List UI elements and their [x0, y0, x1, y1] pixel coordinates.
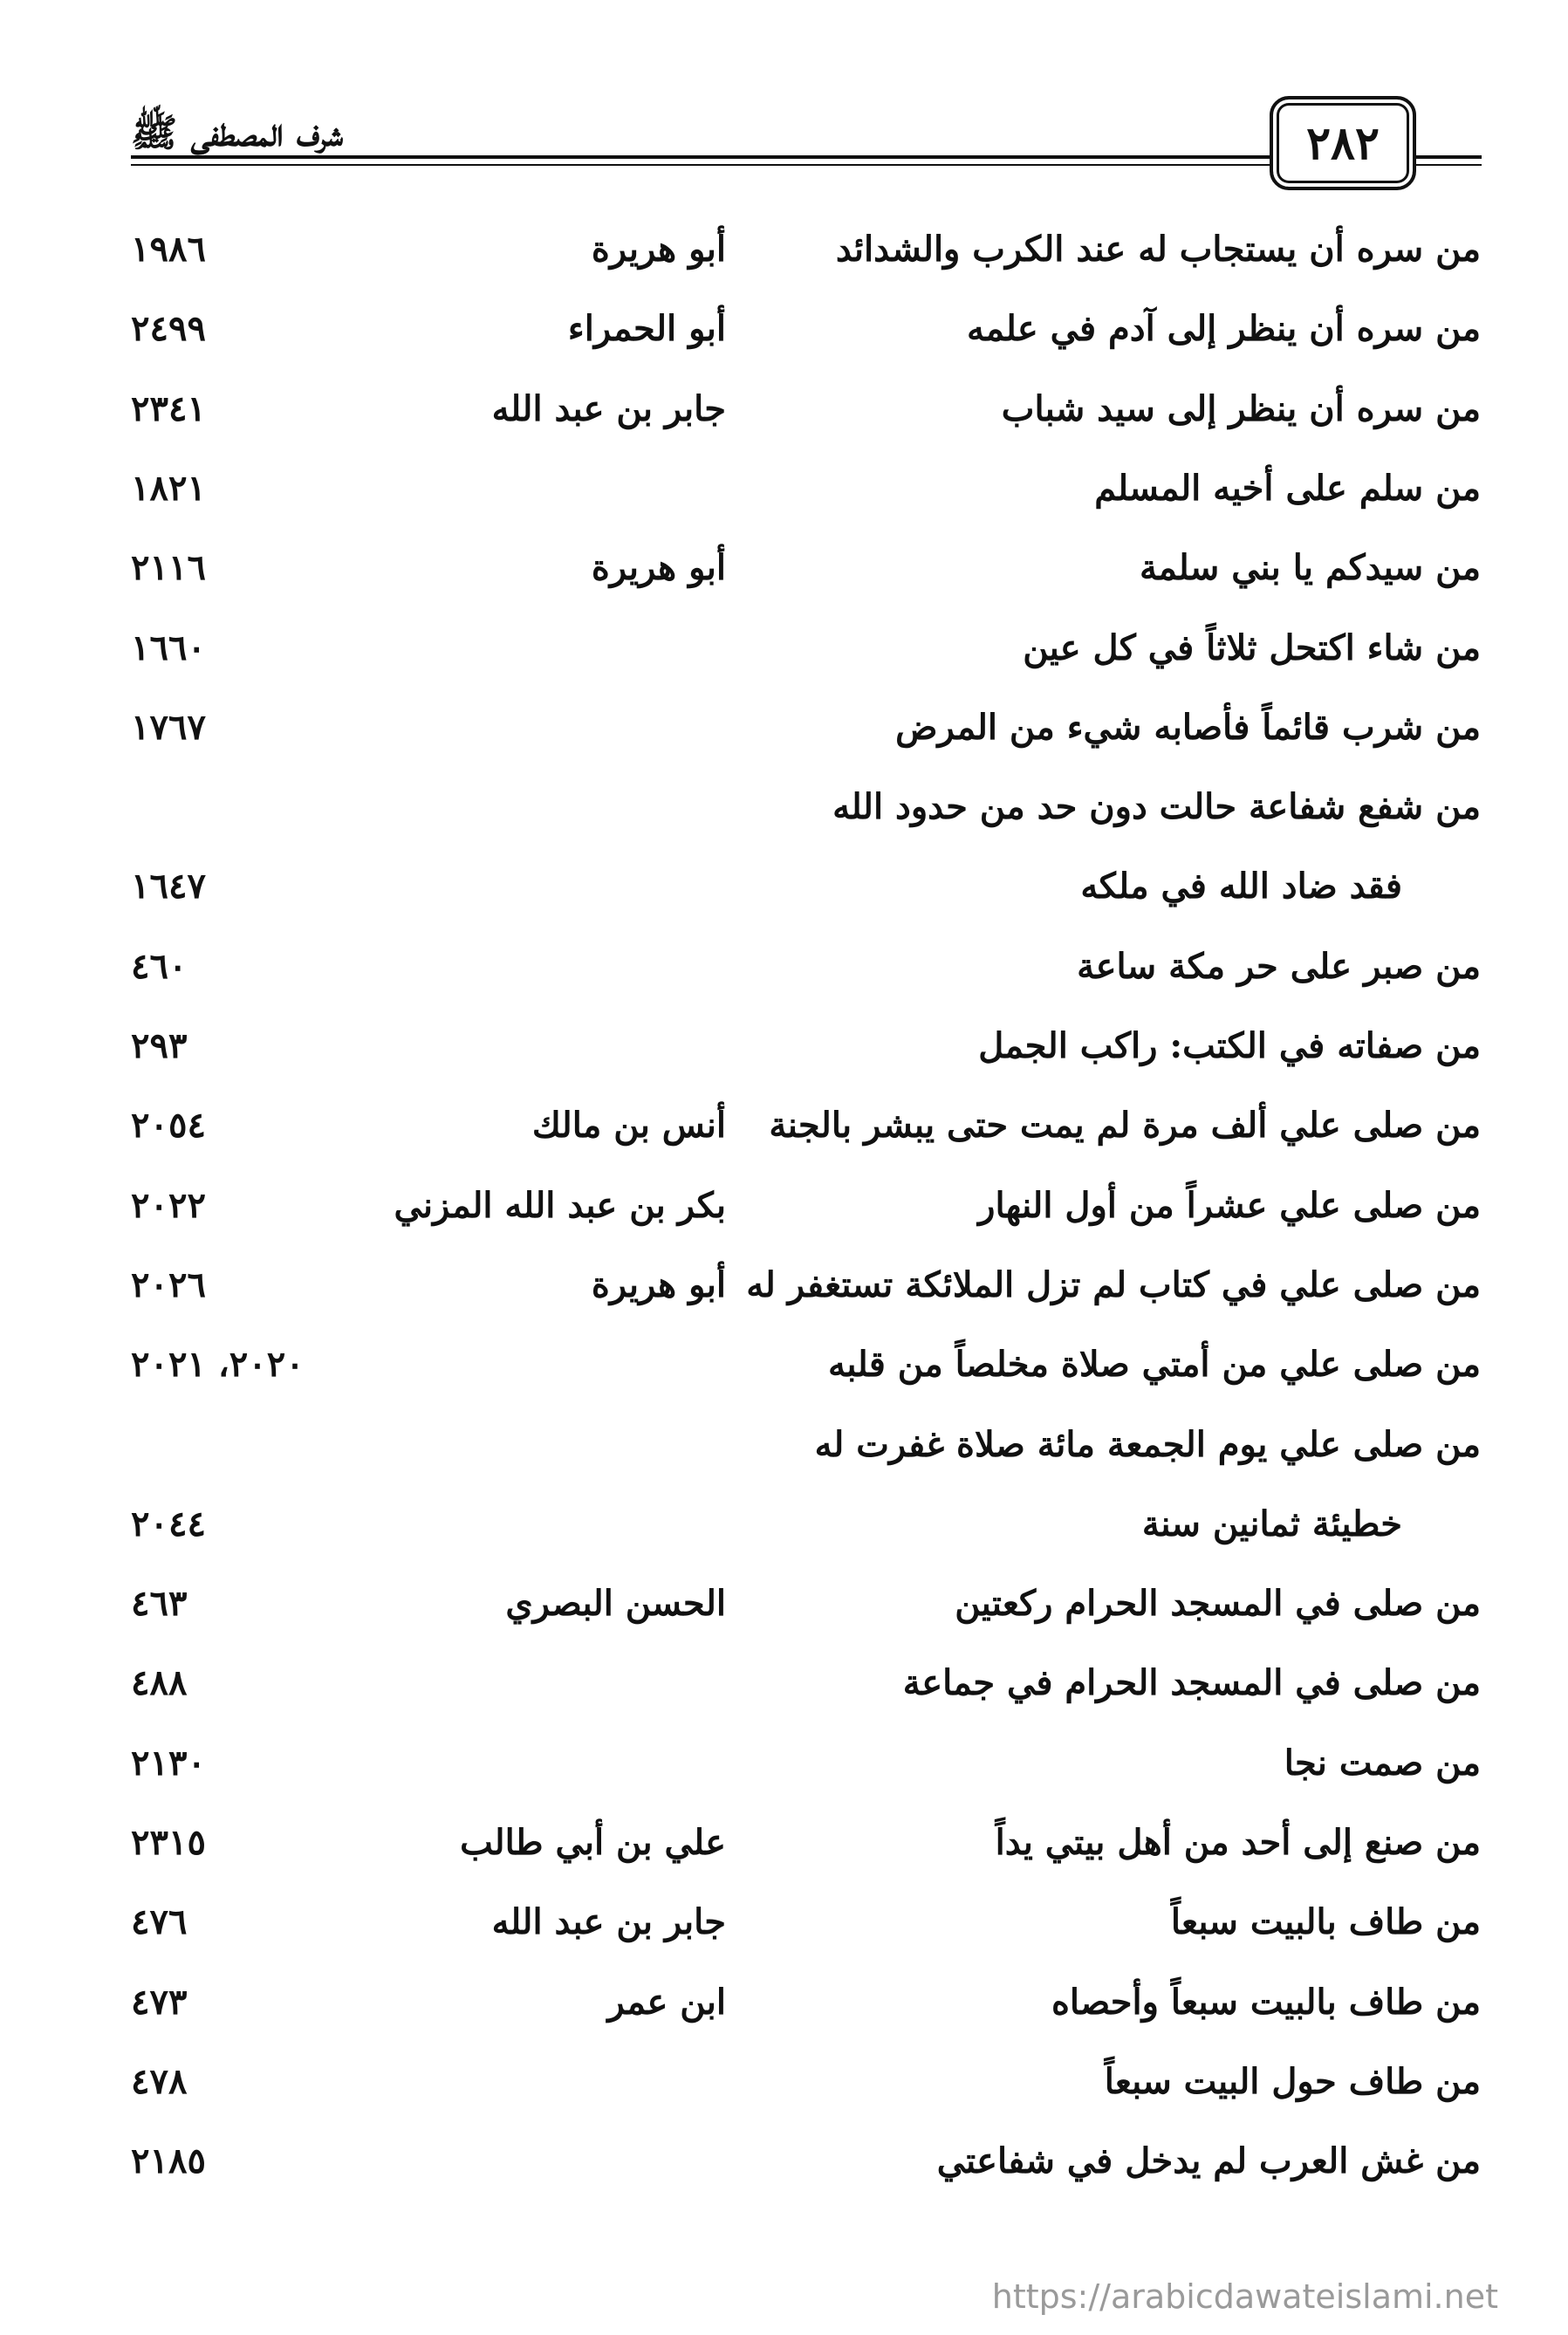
entry-phrase: من صفاته في الكتب: راكب الجمل [978, 1025, 1481, 1066]
entry-narrator: أبو الحمراء [567, 308, 726, 349]
entry-reference-numbers: ٤٦٠ [131, 946, 188, 987]
book-title: شرف المصطفى ﷺ [131, 111, 344, 155]
index-entry-row [0, 1096, 1568, 1166]
index-entry-row [0, 619, 1568, 688]
index-entry-row [0, 937, 1568, 1007]
entry-reference-numbers: ٢٤٩٩ [131, 308, 206, 349]
entry-phrase: من شرب قائماً فأصابه شيء من المرض [895, 707, 1481, 748]
entry-narrator: جابر بن عبد الله [491, 1901, 726, 1942]
entry-phrase: من طاف حول البيت سبعاً [1104, 2061, 1481, 2102]
entry-reference-numbers: ١٧٦٧ [131, 707, 206, 748]
index-entry-row [0, 1973, 1568, 2043]
entry-phrase: من صنع إلى أحد من أهل بيتي يداً [995, 1822, 1481, 1863]
entry-reference-numbers: ٢١٣٠ [131, 1743, 206, 1784]
entry-phrase: من سره أن يستجاب له عند الكرب والشدائد [835, 229, 1481, 270]
entry-reference-numbers: ٢٠٢٢ [131, 1185, 206, 1226]
entry-narrator: أبو هريرة [591, 229, 726, 270]
entry-reference-numbers: ٢٠٥٤ [131, 1105, 206, 1146]
index-entry-row [0, 777, 1568, 847]
watermark-url: https://arabicdawateislami.net [991, 2277, 1498, 2316]
index-entry-row [0, 380, 1568, 449]
entry-reference-numbers: ٢١١٦ [131, 547, 206, 588]
index-entry-row [0, 698, 1568, 768]
entry-phrase: من طاف بالبيت سبعاً [1170, 1901, 1481, 1942]
entry-phrase: من سيدكم يا بني سلمة [1139, 547, 1481, 588]
entry-phrase: من سلم على أخيه المسلم [1094, 468, 1481, 509]
page-header [131, 92, 1482, 201]
index-entry-row [0, 299, 1568, 369]
entry-reference-numbers: ٤٦٣ [131, 1583, 188, 1624]
index-entry-row [0, 1813, 1568, 1883]
index-entry-row [0, 1415, 1568, 1485]
entry-phrase: من صمت نجا [1284, 1743, 1481, 1784]
entry-phrase: من صلى علي ألف مرة لم يمت حتى يبشر بالجنة [769, 1105, 1481, 1146]
entry-narrator: بكر بن عبد الله المزني [394, 1185, 726, 1226]
entry-reference-numbers: ١٨٢١ [131, 468, 206, 509]
entry-phrase: من صبر على حر مكة ساعة [1077, 946, 1481, 987]
entry-narrator: أنس بن مالك [531, 1105, 726, 1146]
entry-reference-numbers: ٤٨٨ [131, 1662, 188, 1703]
entry-reference-numbers: ٢٠٤٤ [131, 1503, 206, 1544]
index-entry-row [0, 857, 1568, 927]
entry-phrase: من شفع شفاعة حالت دون حد من حدود الله [832, 786, 1481, 827]
entry-reference-numbers: ٢٩٣ [131, 1025, 188, 1066]
entry-narrator: الحسن البصري [505, 1583, 726, 1624]
entry-narrator: جابر بن عبد الله [491, 388, 726, 429]
index-entry-row [0, 538, 1568, 608]
page-number: ٢٨٢ [1306, 116, 1380, 170]
entry-reference-numbers: ١٩٨٦ [131, 229, 206, 270]
entry-phrase: فقد ضاد الله في ملكه [1080, 866, 1402, 907]
entry-reference-numbers: ٢٠٢٠، ٢٠٢١ [131, 1344, 305, 1385]
entry-phrase: من شاء اكتحل ثلاثاً في كل عين [1023, 627, 1481, 668]
entry-phrase: من سره أن ينظر إلى سيد شباب [1001, 388, 1481, 429]
index-entry-row [0, 2132, 1568, 2201]
entry-reference-numbers: ٢٠٢٦ [131, 1264, 206, 1305]
entry-reference-numbers: ٢٣٤١ [131, 388, 206, 429]
entry-narrator: أبو هريرة [591, 547, 726, 588]
index-entry-row [0, 2052, 1568, 2122]
index-entry-row [0, 1176, 1568, 1246]
index-entry-row [0, 1495, 1568, 1565]
index-entry-row [0, 1335, 1568, 1405]
index-entry-row [0, 1574, 1568, 1644]
entry-reference-numbers: ٤٧٨ [131, 2061, 188, 2102]
page-number-box [1270, 96, 1416, 190]
entry-narrator: علي بن أبي طالب [460, 1822, 726, 1863]
entry-reference-numbers: ٢١٨٥ [131, 2140, 206, 2181]
index-entry-row [0, 220, 1568, 290]
index-entry-row [0, 1734, 1568, 1804]
entry-phrase: من صلى علي من أمتي صلاة مخلصاً من قلبه [827, 1344, 1481, 1385]
entry-phrase: من صلى علي في كتاب لم تزل الملائكة تستغفر له [746, 1264, 1481, 1305]
entry-phrase: من صلى علي عشراً من أول النهار [978, 1185, 1481, 1226]
entry-reference-numbers: ١٦٤٧ [131, 866, 206, 907]
entry-reference-numbers: ٢٣١٥ [131, 1822, 206, 1863]
entry-phrase: من غش العرب لم يدخل في شفاعتي [936, 2140, 1481, 2181]
entry-reference-numbers: ١٦٦٠ [131, 627, 206, 668]
index-entry-row [0, 1017, 1568, 1086]
entry-narrator: ابن عمر [607, 1982, 726, 2023]
entry-phrase: من صلى في المسجد الحرام ركعتين [955, 1583, 1481, 1624]
entry-reference-numbers: ٤٧٣ [131, 1982, 188, 2023]
entry-phrase: من سره أن ينظر إلى آدم في علمه [967, 308, 1481, 349]
entry-reference-numbers: ٤٧٦ [131, 1901, 188, 1942]
entry-phrase: من صلى في المسجد الحرام في جماعة [902, 1662, 1481, 1703]
index-entry-row [0, 1654, 1568, 1723]
entry-narrator: أبو هريرة [591, 1264, 726, 1305]
entry-phrase: من طاف بالبيت سبعاً وأحصاه [1051, 1982, 1481, 2023]
entry-phrase: من صلى علي يوم الجمعة مائة صلاة غفرت له [814, 1424, 1481, 1465]
index-entry-row [0, 1256, 1568, 1325]
entry-phrase: خطيئة ثمانين سنة [1141, 1503, 1402, 1544]
index-entry-row [0, 459, 1568, 529]
index-entry-row [0, 1893, 1568, 1962]
